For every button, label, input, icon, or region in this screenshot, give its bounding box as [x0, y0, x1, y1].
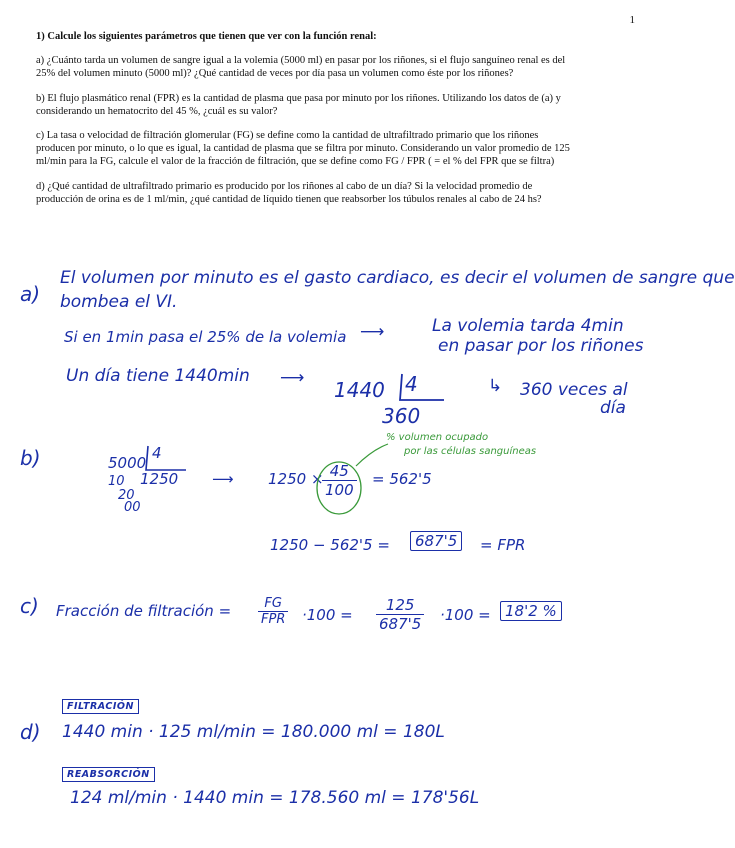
division-b-divisor: 4 — [152, 444, 162, 462]
answer-a-result2a: 360 veces al — [520, 380, 628, 400]
division-b-step2: 20 — [118, 488, 135, 503]
note-b-line2: por las células sanguíneas — [404, 446, 537, 457]
tag-reabsorcion: REABSORCIÓN — [62, 762, 155, 781]
mult-b-left: 1250 × — [268, 470, 324, 488]
note-b-pointer — [356, 444, 388, 466]
division-a-divisor: 4 — [405, 372, 418, 396]
division-a-dividend: 1440 — [334, 378, 385, 402]
answer-a-result1a: La volemia tarda 4min — [432, 316, 624, 336]
page-number: 1 — [629, 14, 635, 26]
arrow-a2: ⟶ — [280, 368, 305, 388]
answer-a-line2: bombea el VI. — [60, 292, 178, 312]
sub-b-expression: 1250 − 562'5 = — [270, 536, 390, 554]
fraction-c1: $\frac{FG}{\text{FPR}}$ — [258, 596, 288, 627]
answer-a-label: a) — [20, 282, 41, 306]
times-c2: ·100 = — [440, 606, 491, 624]
fraction-result: 18'2 % — [500, 602, 562, 620]
answer-b-label: b) — [20, 446, 41, 470]
question-c: c) La tasa o velocidad de filtración glomerular (FG) se define como la cantidad de ultrafiltrado primario que los riñones producen por minuto, o lo que es igual, la cantidad de plasma que se filtra por minuto. Considerando un valor promedio de 125 ml/min para la FG, calcule el valor de la fracción de filtración, que se define como FG / FPR ( = el % del FPR que se filtra) — [36, 130, 570, 168]
question-intro: 1) Calcule los siguientes parámetros que tienen que ver con la función renal: — [36, 31, 377, 42]
answer-a-line3: Si en 1min pasa el 25% de la volemia — [64, 328, 347, 346]
answer-a-result1b: en pasar por los riñones — [438, 336, 644, 356]
question-d: d) ¿Qué cantidad de ultrafiltrado primario es producido por los riñones al cabo de un día? Si la velocidad promedio de producción de orina es de 1 ml/min, ¿qué cantidad de líquido tienen que reabsorber los túbulos renales al cabo de 24 hs? — [36, 180, 542, 205]
times-c1: ·100 = — [302, 606, 353, 624]
answer-a-line4: Un día tiene 1440min — [66, 366, 250, 386]
division-b-step3: 00 — [124, 500, 141, 515]
note-b-circle — [317, 462, 361, 514]
answer-c-label: c) — [20, 594, 39, 618]
fpr-value: 687'5 — [410, 532, 462, 550]
answer-a-line1: El volumen por minuto es el gasto cardiaco, es decir el volumen de sangre que — [60, 268, 735, 288]
question-b: b) El flujo plasmático renal (FPR) es la cantidad de plasma que pasa por minuto por los riñones. Utilizando los datos de (a) y considerando un hematocrito del 45 %, ¿cuál es su valor? — [36, 92, 561, 117]
arrow-b1: ⟶ — [212, 470, 234, 488]
answer-d-eq1: 1440 min · 125 ml/min = 180.000 ml = 180L — [62, 722, 445, 742]
mult-b-fraction: $\frac{45}{100}$ — [322, 462, 357, 499]
answer-c-text: Fracción de filtración = — [56, 602, 232, 620]
note-b-line1: % volumen ocupado — [386, 432, 489, 443]
division-b-bracket — [146, 446, 186, 470]
division-b-dividend: 5000 — [108, 454, 147, 472]
division-a-bracket — [400, 374, 444, 400]
division-b-step1: 10 — [108, 474, 125, 489]
division-a-quotient: 360 — [382, 404, 421, 428]
question-a: a) ¿Cuánto tarda un volumen de sangre igual a la volemia (5000 ml) en pasar por los riñones, si el flujo sanguíneo renal es del 25% del volumen minuto (5000 ml)? ¿Qué cantidad de veces por día pasa un volumen como éste por los riñones? — [36, 55, 566, 80]
answer-a-result2b: día — [600, 398, 626, 418]
answer-d-eq2: 124 ml/min · 1440 min = 178.560 ml = 178'56L — [70, 788, 480, 808]
tag-filtracion: FILTRACIÓN — [62, 694, 139, 713]
arrow-a1: ⟶ — [360, 322, 385, 342]
fraction-c2: $\frac{125}{687'5}$ — [376, 596, 424, 633]
mult-b-result: = 562'5 — [372, 470, 432, 488]
division-b-quotient: 1250 — [140, 470, 179, 488]
fpr-label: = FPR — [480, 536, 526, 554]
answer-d-label: d) — [20, 720, 41, 744]
arrow-a3: ↳ — [488, 376, 503, 396]
